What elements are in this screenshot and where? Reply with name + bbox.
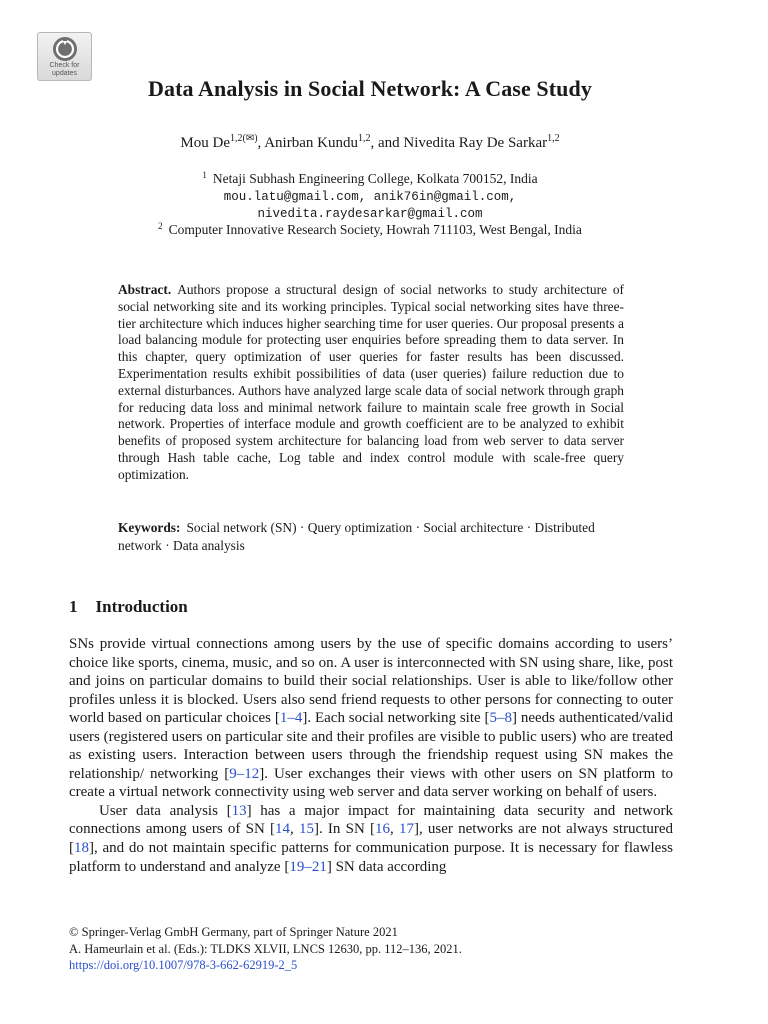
author-list xyxy=(0,135,740,152)
page-footer xyxy=(69,924,673,974)
affiliation-text: Computer Innovative Research Society, Howrah 711103, West Bengal, India xyxy=(168,222,582,237)
paragraph-text: SNs provide virtual connections among users by the use of specific domains according to users’ choice like sports, cinema, music, and so on. A user is interconnected with SN using share, like, post and joins on particular domains to build their social relationships. User is able to like/follow other profiles unless it is blocked. Users also send friend requests to other persons for connecting to outer world based on particular choices [ xyxy=(69,636,673,727)
badge-label-line2: updates xyxy=(52,69,77,77)
check-for-updates-badge[interactable] xyxy=(37,32,92,81)
affiliation-number: 2 xyxy=(158,220,163,231)
keywords-label: Keywords: xyxy=(118,520,181,535)
citation-link[interactable]: 13 xyxy=(231,802,247,819)
author-separator: , and xyxy=(370,135,404,151)
affiliation-2 xyxy=(0,221,740,238)
abstract-text: Authors propose a structural design of social networks to study architecture of social networking site and its working principles. Typical social networking sites have three-tier architecture which induces higher searching time for user queries. Our proposal presents a load balancing module for protecting user enquiries before spreading them to data server. In this chapter, query optimization of user queries for faster results has been discussed. Experimentation results exhibit possibilities of data (user queries) failure reduction due to external disturbances. Authors have analyzed large scale data of social network through graph for reducing data loss and minimal network failure to maintain scale free growth in Social network. Properties of interface module and growth coefficient are to be analyzed to exhibit benefits of proposed system architecture for balancing load from web server to data server through Hash table cache, Log table and index control module with scale-free query optimization. xyxy=(118,282,624,482)
citation-link[interactable]: 16 xyxy=(374,821,390,838)
paragraph-text: ], and do not maintain specific patterns for communication purpose. It is necessary for flawless platform to understand and analyze [ xyxy=(69,840,673,875)
author-name: Mou De xyxy=(180,135,230,151)
affiliation-text: Netaji Subhash Engineering College, Kolkata 700152, India xyxy=(212,171,538,186)
paper-title: Data Analysis in Social Network: A Case Study xyxy=(148,76,592,101)
paragraph xyxy=(69,635,673,802)
citation-link[interactable]: 18 xyxy=(74,840,89,857)
paragraph-text: , xyxy=(289,821,299,838)
citation-link[interactable]: 5–8 xyxy=(489,710,513,727)
citation-link[interactable]: 9–12 xyxy=(229,765,260,782)
citation-link[interactable]: 1–4 xyxy=(279,710,303,727)
author-affil-sup[interactable]: 1,2(✉) xyxy=(229,133,258,144)
author-name: Anirban Kundu xyxy=(264,135,358,151)
citation-link[interactable]: 17 xyxy=(398,821,414,838)
citation-link[interactable]: 14 xyxy=(274,821,290,838)
paragraph-text: ]. User exchanges their views with other users on SN platform to create a virtual network connectivity using web server and data server working on behalf of users. xyxy=(69,765,673,801)
section-title: Introduction xyxy=(95,597,188,616)
copyright-line: © Springer-Verlag GmbH Germany, part of Springer Nature 2021 xyxy=(69,925,398,939)
doi-link[interactable]: https://doi.org/10.1007/978-3-662-62919-2_5 xyxy=(69,958,298,972)
badge-label-line1: Check for xyxy=(49,62,80,69)
citation-link[interactable]: 19–21 xyxy=(289,858,327,875)
keywords-text: Social network (SN) · Query optimization · Social architecture · Distributed network · Data analysis xyxy=(118,520,595,553)
check-updates-icon xyxy=(52,36,78,62)
affiliation-1 xyxy=(0,170,740,187)
paragraph-text: ] SN data according xyxy=(326,858,447,875)
introduction-body xyxy=(69,635,673,876)
paragraph-text: ] needs authenticated/valid users (registered users on particular site and their profiles are visible to public users) who are treated as existing users. Interaction between users through the friendship request using SN makes the relationship/ networking [ xyxy=(69,710,673,782)
paragraph-text: ]. In SN [ xyxy=(313,821,375,838)
author-name: Nivedita Ray De Sarkar xyxy=(403,135,548,151)
author-separator: , xyxy=(257,135,265,151)
citation-line: A. Hameurlain et al. (Eds.): TLDKS XLVII, LNCS 12630, pp. 112–136, 2021. xyxy=(69,941,462,956)
paragraph-text: ], user networks are not always structured [ xyxy=(69,821,674,857)
section-number: 1 xyxy=(69,597,78,616)
affiliation-number: 1 xyxy=(202,169,207,180)
citation-link[interactable]: 15 xyxy=(298,821,314,838)
paragraph-text: ]. Each social networking site [ xyxy=(302,710,490,727)
paragraph-text: , xyxy=(389,821,399,838)
keywords xyxy=(118,519,624,554)
paragraph xyxy=(69,802,673,876)
abstract-label: Abstract. xyxy=(118,282,172,297)
paragraph-text: User data analysis [ xyxy=(99,802,232,819)
paragraph-text: ] has a major impact for maintaining data security and network connections among users of SN [ xyxy=(69,802,673,838)
author-affil-sup: 1,2 xyxy=(547,133,560,144)
author-email[interactable]: nivedita.raydesarkar@gmail.com xyxy=(257,207,483,221)
author-emails[interactable]: mou.latu@gmail.com, anik76in@gmail.com, xyxy=(223,190,517,204)
section-heading xyxy=(69,597,188,617)
abstract xyxy=(118,282,624,484)
author-affil-sup: 1,2 xyxy=(357,133,371,144)
